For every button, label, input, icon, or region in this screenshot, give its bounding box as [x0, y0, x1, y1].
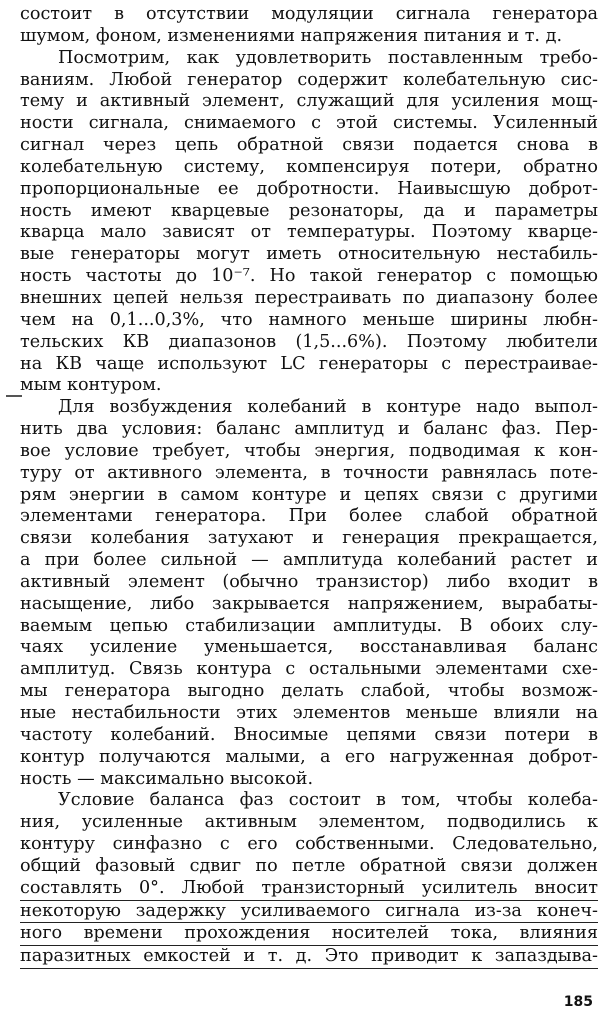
text-line: ные нестабильности этих элементов меньше влияли на: [20, 703, 598, 723]
text-line: ность — максимально высокой.: [20, 768, 314, 789]
text-line: тему и активный элемент, служащий для усиления мощ-: [20, 91, 598, 112]
text-line: контуру синфазно с его собственными. Следовательно,: [20, 834, 598, 855]
text-line: активный элемент (обычно транзистор) либо входит в: [20, 571, 598, 592]
text-line: мым контуром.: [20, 375, 162, 396]
text-line: ного времени прохождения носителей тока, влияния: [20, 923, 598, 946]
text-line: сигнал через цепь обратной связи подается снова в: [20, 135, 598, 156]
text-line: тельских КВ диапазонов (1,5...6%). Поэтому любители: [20, 331, 598, 352]
body-text: [20, 4, 598, 969]
text-line: Посмотрим, как удовлетворить поставленным требо-: [58, 47, 598, 68]
text-line: Условие баланса фаз состоит в том, чтобы колеба-: [58, 790, 598, 811]
text-line: вое условие требует, чтобы энергия, подводимая к кон-: [20, 440, 598, 461]
text-line: составлять 0°. Любой транзисторный усилитель вносит: [20, 878, 598, 901]
text-line: амплитуд. Связь контура с остальными элементами схе-: [20, 659, 598, 680]
text-line: паразитных емкостей и т. д. Это приводит к запаздыва-: [20, 946, 598, 969]
text-line: элементами генератора. При более слабой обратной: [20, 506, 598, 527]
text-line: некоторую задержку усиливаемого сигнала из-за конеч-: [20, 901, 598, 924]
text-line: ность имеют кварцевые резонаторы, да и параметры: [20, 200, 598, 221]
text-line: чем на 0,1...0,3%, что намного меньше ширины любн-: [20, 309, 598, 330]
text-line: чаях усиление уменьшается, восстанавливая баланс: [20, 637, 598, 658]
margin-mark: [6, 395, 22, 397]
text-line: кварца мало зависят от температуры. Поэтому кварце-: [20, 222, 598, 243]
text-line: ния, усиленные активным элементом, подводились к: [20, 812, 598, 833]
text-line: шумом, фоном, изменениями напряжения питания и т. д.: [20, 25, 563, 46]
text-line: вые генераторы могут иметь относительную нестабиль-: [20, 244, 598, 265]
text-line: на КВ чаще используют LC генераторы с перестраивае-: [20, 353, 598, 374]
text-line: мы генератора выгодно делать слабой, чтобы возмож-: [20, 681, 598, 702]
page-number: 185: [563, 994, 593, 1010]
text-line: насыщение, либо закрывается напряжением, вырабаты-: [20, 593, 598, 614]
text-line: Для возбуждения колебаний в контуре надо выпол-: [58, 397, 598, 418]
text-line: рям энергии в самом контуре и цепях связи с другими: [20, 484, 598, 505]
text-line: контур получаются малыми, а его нагруженная доброт-: [20, 746, 598, 767]
text-line: частоту колебаний. Вносимые цепями связи потери в: [20, 724, 598, 745]
text-line: ность частоты до 10⁻⁷. Но такой генератор с помощью: [20, 266, 598, 287]
text-line: колебательную систему, компенсируя потери, обратно: [20, 156, 598, 177]
text-line: пропорциональные ее добротности. Наивысшую доброт-: [20, 178, 598, 199]
text-line: туру от активного элемента, в точности равнялась поте-: [20, 462, 598, 483]
text-line: ваемым цепью стабилизации амплитуды. В обоих слу-: [20, 615, 598, 636]
text-line: ности сигнала, снимаемого с этой системы. Усиленный: [20, 113, 598, 134]
text-line: ваниям. Любой генератор содержит колебательную сис-: [20, 69, 598, 90]
text-line: связи колебания затухают и генерация прекращается,: [20, 528, 598, 549]
text-line: внешних цепей нельзя перестраивать по диапазону более: [20, 287, 598, 308]
text-line: состоит в отсутствии модуляции сигнала генератора: [20, 4, 598, 24]
text-line: общий фазовый сдвиг по петле обратной связи должен: [20, 855, 598, 876]
text-line: нить два условия: баланс амплитуд и баланс фаз. Пер-: [20, 419, 598, 440]
text-line: а при более сильной — амплитуда колебаний растет и: [20, 550, 598, 571]
